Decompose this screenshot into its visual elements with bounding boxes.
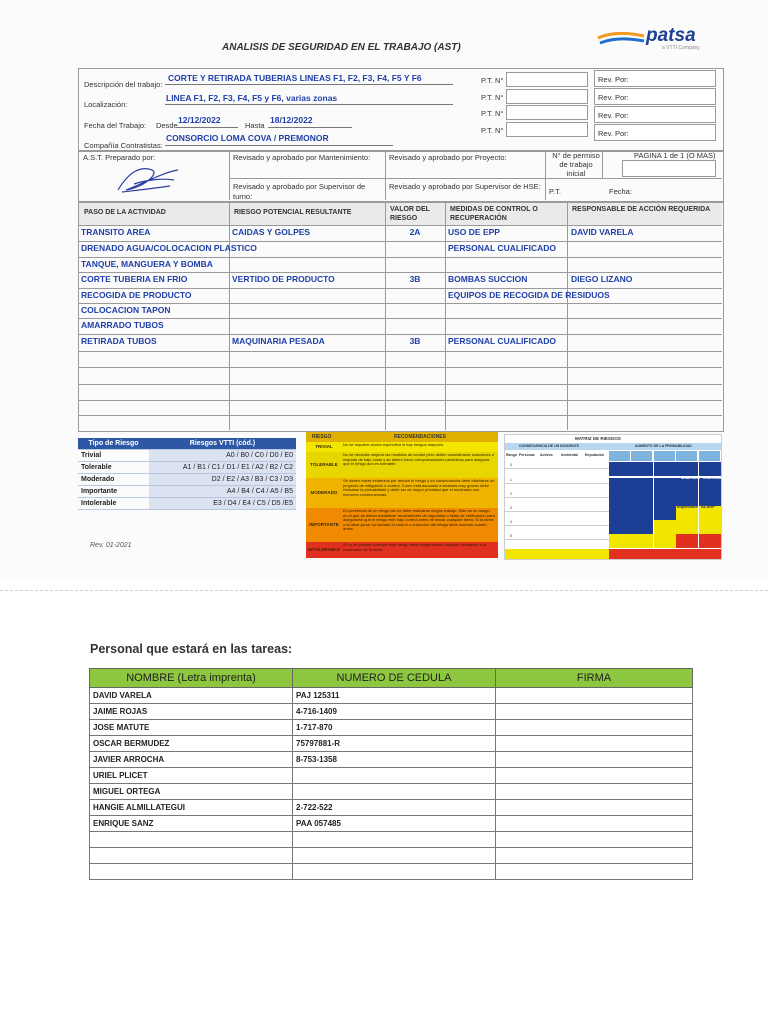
matrix-cell xyxy=(631,534,653,548)
from-date-value[interactable]: 12/12/2022 xyxy=(178,115,221,125)
id-column-header: NUMERO DE CEDULA xyxy=(293,669,496,688)
activity-cell-medida[interactable]: BOMBAS SUCCION xyxy=(448,274,528,284)
matrix-cell xyxy=(631,492,653,506)
recommendations-table xyxy=(306,432,498,558)
activity-row-line xyxy=(78,384,722,385)
personnel-name[interactable]: HANGIE ALMILLATEGUI xyxy=(90,800,293,816)
page-count-box[interactable] xyxy=(622,160,716,177)
col-header-control: MEDIDAS DE CONTROL O RECUPERACIÓN xyxy=(450,206,538,222)
personnel-row xyxy=(90,752,693,768)
personnel-name[interactable]: JOSE MATUTE xyxy=(90,720,293,736)
personnel-id[interactable] xyxy=(293,832,496,848)
risk-type-name: Moderado xyxy=(78,474,149,486)
matrix-title: MATRIZ DE RIESGOS xyxy=(575,436,621,441)
pt-label-1: P.T. N° xyxy=(481,76,504,85)
maintenance-approval-label: Revisado y aprobado por Mantenimiento: xyxy=(233,153,371,162)
activity-cell-paso[interactable]: AMARRADO TUBOS xyxy=(81,320,164,330)
matrix-cell xyxy=(699,462,721,476)
pt-box-2[interactable] xyxy=(506,89,588,104)
project-approval-label: Revisado y aprobado por Proyecto: xyxy=(389,153,507,162)
activity-col-4 xyxy=(567,202,568,430)
brand-name: patsa xyxy=(646,25,696,46)
personnel-name[interactable]: URIEL PLICET xyxy=(90,768,293,784)
signature-mark xyxy=(112,160,186,196)
matrix-rank-label: 5 xyxy=(510,534,512,538)
matrix-rank-label: 2 xyxy=(510,492,512,496)
activity-row-line xyxy=(78,257,722,258)
matrix-column-label: Personas xyxy=(519,453,535,457)
activity-cell-paso[interactable]: RETIRADA TUBOS xyxy=(81,336,157,346)
activity-cell-resp[interactable]: DIEGO LIZANO xyxy=(571,274,633,284)
document-title: ANALISIS DE SEGURIDAD EN EL TRABAJO (AST) xyxy=(222,42,461,53)
personnel-signature[interactable] xyxy=(496,832,693,848)
risk-type-codes: E3 / D4 / E4 / C5 / D5 /E5 xyxy=(149,498,296,510)
personnel-id[interactable]: 1-717-870 xyxy=(293,720,496,736)
location-label: Localización: xyxy=(84,100,128,109)
matrix-prob-header xyxy=(676,451,697,461)
approvals-divider-1 xyxy=(229,150,230,200)
rev-label-2: Rev. Por: xyxy=(598,93,629,102)
activity-row-line xyxy=(78,367,722,368)
personnel-signature[interactable] xyxy=(496,816,693,832)
personnel-signature[interactable] xyxy=(496,752,693,768)
pt-box-4[interactable] xyxy=(506,122,588,137)
matrix-prob-header xyxy=(609,451,630,461)
matrix-cell xyxy=(609,492,631,506)
activity-cell-resp[interactable]: DAVID VARELA xyxy=(571,227,634,237)
matrix-cell xyxy=(699,520,721,534)
personnel-signature[interactable] xyxy=(496,736,693,752)
personnel-id[interactable]: 75797881-R xyxy=(293,736,496,752)
shift-supervisor-label: Revisado y aprobado por Supervisor de turno: xyxy=(233,182,366,201)
personnel-row xyxy=(90,720,693,736)
col-header-value: VALOR DEL RIESGO xyxy=(390,206,430,222)
matrix-row-line xyxy=(505,468,609,469)
recommendation-text: Se deben hacer esfuerzos por reducir el riesgo y en consecuencia debe diseñarse un proyecto de mitigación o control. Como está asociado a lesiones muy graves debe revisarse la probabilidad y debe ser de mayor prioridad que el moderado con menores consecuencias. xyxy=(343,478,495,497)
matrix-cell xyxy=(676,462,698,476)
personnel-name[interactable]: JAIME ROJAS xyxy=(90,704,293,720)
matrix-row-line xyxy=(505,539,609,540)
activity-cell-riesgo[interactable]: CAIDAS Y GOLPES xyxy=(232,227,311,237)
personnel-row xyxy=(90,768,693,784)
recommendation-text: No se requiere acción específica si hay riesgos mayores. xyxy=(343,442,445,447)
matrix-cell xyxy=(654,478,676,492)
matrix-row-line xyxy=(505,497,609,498)
recommendation-row xyxy=(306,542,498,558)
activity-row-line xyxy=(78,272,722,273)
matrix-cell xyxy=(631,520,653,534)
matrix-label-intolerable: Intolerable xyxy=(703,475,724,480)
personnel-id[interactable]: 4-716-1409 xyxy=(293,704,496,720)
personnel-id[interactable]: 8-753-1358 xyxy=(293,752,496,768)
personnel-name[interactable]: MIGUEL ORTEGA xyxy=(90,784,293,800)
risk-type-name: Importante xyxy=(78,486,149,498)
pt-box-1[interactable] xyxy=(506,72,588,87)
rev-label-1: Rev. Por: xyxy=(598,75,629,84)
col-header-responsible: RESPONSABLE DE ACCIÓN REQUERIDA xyxy=(572,206,711,213)
matrix-cell xyxy=(699,478,721,492)
personnel-id[interactable]: PAJ 125311 xyxy=(293,688,496,704)
matrix-cell xyxy=(676,478,698,492)
personnel-id[interactable]: 2-722-522 xyxy=(293,800,496,816)
recommendation-level: TRIVIAL xyxy=(315,444,333,449)
personnel-table xyxy=(89,668,693,880)
personnel-name[interactable] xyxy=(90,864,293,880)
pt-label-4: P.T. N° xyxy=(481,126,504,135)
prepared-by-label: A.S.T. Preparado por: xyxy=(83,153,156,162)
recommendation-row xyxy=(306,478,498,508)
matrix-column-label: Rango xyxy=(506,453,517,457)
activity-row-line xyxy=(78,400,722,401)
contractor-label: Compañía Contratistas: xyxy=(84,141,163,150)
personnel-row xyxy=(90,816,693,832)
personnel-id[interactable] xyxy=(293,864,496,880)
personnel-row xyxy=(90,800,693,816)
matrix-rank-label: 0 xyxy=(510,463,512,467)
activity-col-1 xyxy=(229,202,230,430)
activity-cell-medida[interactable]: PERSONAL CUALIFICADO xyxy=(448,336,556,346)
job-description-value[interactable]: CORTE Y RETIRADA TUBERIAS LINEAS F1, F2, F3, F4, F5 Y F6 xyxy=(168,73,422,83)
matrix-rank-label: 1 xyxy=(510,478,512,482)
matrix-cell xyxy=(654,520,676,534)
name-column-header: NOMBRE (Letra imprenta) xyxy=(90,669,293,688)
matrix-consequence-label: CONSECUENCIA DE UN INCIDENTE xyxy=(519,444,579,448)
rev-label-3: Rev. Por: xyxy=(598,111,629,120)
recommendations-text-header: RECOMENDACIONES xyxy=(394,434,446,440)
matrix-bottom-bar-1 xyxy=(505,549,609,559)
risk-type-codes: A4 / B4 / C4 / A5 / B5 xyxy=(149,486,296,498)
activity-row-line xyxy=(78,241,722,242)
personnel-row xyxy=(90,784,693,800)
rev-label-4: Rev. Por: xyxy=(598,129,629,138)
matrix-column-label: Ambiental xyxy=(561,453,578,457)
matrix-cell xyxy=(609,534,631,548)
risk-type-name: Trivial xyxy=(78,450,149,462)
contractor-value[interactable]: CONSORCIO LOMA COVA / PREMONOR xyxy=(166,133,329,143)
brand-tagline: a VTTI Company xyxy=(662,45,700,51)
matrix-label-alarp: ALARP xyxy=(701,504,715,509)
matrix-cell xyxy=(609,462,631,476)
personnel-row xyxy=(90,832,693,848)
pt-label-2: P.T. N° xyxy=(481,93,504,102)
personnel-signature[interactable] xyxy=(496,688,693,704)
matrix-row-line xyxy=(505,511,609,512)
activity-cell-paso[interactable]: TRANSITO AREA xyxy=(81,227,151,237)
risk-type-table xyxy=(78,438,296,510)
personnel-name[interactable]: OSCAR BERMUDEZ xyxy=(90,736,293,752)
matrix-rank-label: 3 xyxy=(510,506,512,510)
location-line xyxy=(165,104,453,105)
matrix-label-moderado: Moderado xyxy=(681,475,701,480)
pt-box-3[interactable] xyxy=(506,105,588,120)
matrix-cell xyxy=(609,506,631,520)
personnel-row xyxy=(90,864,693,880)
approvals-divider-2 xyxy=(385,150,386,200)
activity-cell-paso[interactable]: TANQUE, MANGUERA Y BOMBA xyxy=(81,259,213,269)
approvals-midline xyxy=(229,178,722,179)
recommendations-risk-header: RIESGO xyxy=(312,434,332,440)
recommendation-level: IMPORTANTE xyxy=(309,522,339,527)
risk-type-codes: A1 / B1 / C1 / D1 / E1 / A2 / B2 / C2 xyxy=(149,462,296,474)
matrix-prob-header xyxy=(699,451,720,461)
risk-type-name: Intolerable xyxy=(78,498,149,510)
personnel-signature[interactable] xyxy=(496,800,693,816)
recommendation-row xyxy=(306,452,498,478)
col-header-step: PASO DE LA ACTIVIDAD xyxy=(84,209,166,216)
matrix-rank-label: 4 xyxy=(510,520,512,524)
activity-cell-paso[interactable]: CORTE TUBERIA EN FRIO xyxy=(81,274,188,284)
personnel-row xyxy=(90,736,693,752)
risk-type-codes: D2 / E2 / A3 / B3 / C3 / D3 xyxy=(149,474,296,486)
col-header-risk: RIESGO POTENCIAL RESULTANTE xyxy=(234,209,352,216)
matrix-prob-header xyxy=(654,451,675,461)
personnel-title: Personal que estará en las tareas: xyxy=(90,642,293,656)
location-value[interactable]: LINEA F1, F2, F3, F4, F5 y F6, varias zonas xyxy=(166,93,338,103)
pt-label-3: P.T. N° xyxy=(481,109,504,118)
to-label: Hasta xyxy=(245,121,265,130)
date-label: Fecha: xyxy=(609,187,632,196)
activity-cell-valor[interactable]: 2A xyxy=(409,227,421,237)
recommendation-level: TOLERABLE xyxy=(310,462,338,467)
personnel-id[interactable] xyxy=(293,768,496,784)
matrix-row-line xyxy=(505,525,609,526)
personnel-signature[interactable] xyxy=(496,768,693,784)
signature-column-header: FIRMA xyxy=(496,669,693,688)
approvals-divider-3 xyxy=(545,150,546,200)
personnel-name[interactable] xyxy=(90,832,293,848)
activity-cell-medida[interactable]: USO DE EPP xyxy=(448,227,500,237)
matrix-column-label: Activos xyxy=(540,453,553,457)
job-description-label: Descripción del trabajo: xyxy=(84,80,163,89)
risk-type-codes: A0 / B0 / C0 / D0 / E0 xyxy=(149,450,296,462)
personnel-id[interactable]: PAA 057485 xyxy=(293,816,496,832)
revision-label: Rev. 01-2021 xyxy=(90,542,132,549)
personnel-row xyxy=(90,688,693,704)
matrix-prob-header xyxy=(631,451,652,461)
pt-label-5: P.T. xyxy=(549,187,561,196)
initial-permit-label: N° de permiso de trabajo inicial xyxy=(552,151,600,178)
activity-col-3 xyxy=(445,202,446,430)
activity-cell-riesgo[interactable]: MAQUINARIA PESADA xyxy=(232,336,325,346)
page-separator xyxy=(0,590,768,591)
matrix-bottom-bar-2 xyxy=(609,549,721,559)
recommendation-level: MODERADO xyxy=(310,490,338,495)
activity-row-line xyxy=(78,351,722,352)
matrix-cell xyxy=(609,520,631,534)
matrix-column-label: Reputación xyxy=(585,453,605,457)
matrix-cell xyxy=(654,506,676,520)
matrix-cell xyxy=(609,478,631,492)
matrix-cell xyxy=(654,492,676,506)
risk-type-header: Tipo de Riesgo xyxy=(78,438,149,450)
risk-type-name: Tolerable xyxy=(78,462,149,474)
personnel-signature[interactable] xyxy=(496,784,693,800)
contractor-line xyxy=(165,145,393,146)
activity-cell-medida[interactable]: EQUIPOS DE RECOGIDA DE RESIDUOS xyxy=(448,290,610,300)
activity-row-line xyxy=(78,303,722,304)
matrix-cell xyxy=(699,534,721,548)
activity-cell-valor[interactable]: 3B xyxy=(409,336,421,346)
activity-header-line xyxy=(78,225,722,226)
personnel-id[interactable] xyxy=(293,848,496,864)
matrix-cell xyxy=(654,462,676,476)
personnel-signature[interactable] xyxy=(496,864,693,880)
matrix-cell xyxy=(654,534,676,548)
activity-cell-paso[interactable]: DRENADO AGUA/COLOCACION PLASTICO xyxy=(81,243,257,253)
personnel-name[interactable]: JAVIER ARROCHA xyxy=(90,752,293,768)
from-label: Desde xyxy=(156,121,178,130)
approvals-divider-4 xyxy=(602,150,603,178)
activity-row-line xyxy=(78,415,722,416)
recommendation-text: En presencia de un riesgo así no debe realizarse ningún trabajo. Este es un riesgo en el que se deben establecer moderadores de seguridad o listas de verificación para asegurarse que el riesgo esté bajo control antes de iniciar cualquier tarea. Si la tarea o la labor ya se ha iniciado el control o reducción del riesgo debe hacerse cuanto antes. xyxy=(343,508,495,532)
activity-cell-paso[interactable]: COLOCACION TAPON xyxy=(81,305,171,315)
activity-cell-paso[interactable]: RECOGIDA DE PRODUCTO xyxy=(81,290,192,300)
personnel-id[interactable] xyxy=(293,784,496,800)
activity-row-line xyxy=(78,334,722,335)
personnel-signature[interactable] xyxy=(496,848,693,864)
activity-cell-medida[interactable]: PERSONAL CUALIFICADO xyxy=(448,243,556,253)
to-date-value[interactable]: 18/12/2022 xyxy=(270,115,313,125)
activity-cell-riesgo[interactable]: VERTIDO DE PRODUCTO xyxy=(232,274,335,284)
recommendations-header xyxy=(306,432,498,442)
recommendation-row xyxy=(306,442,498,452)
recommendation-row xyxy=(306,508,498,542)
matrix-row-line xyxy=(505,483,609,484)
matrix-label-importante: Importante xyxy=(677,504,698,509)
activity-cell-valor[interactable]: 3B xyxy=(409,274,421,284)
personnel-signature[interactable] xyxy=(496,720,693,736)
activity-row-line xyxy=(78,318,722,319)
matrix-cell xyxy=(631,478,653,492)
matrix-cell xyxy=(676,534,698,548)
risk-matrix xyxy=(504,434,722,560)
hse-approval-label: Revisado y aprobado por Supervisor de HSE: xyxy=(389,182,541,191)
recommendation-text: Si no es posible controlar este riesgo debe suspenderse cualquier operación o la realización de la tarea. xyxy=(343,542,487,552)
recommendation-text: No se necesita mejorar las medidas de control pero deben considerarse soluciones o mejoras de bajo coste y se deben hacer comprobaciones periódicas para asegurar que el riesgo aún es tolerable. xyxy=(343,452,494,467)
matrix-cell xyxy=(631,506,653,520)
matrix-cell xyxy=(676,520,698,534)
from-date-line xyxy=(176,127,238,128)
personnel-name[interactable]: DAVID VARELA xyxy=(90,688,293,704)
personnel-name[interactable]: ENRIQUE SANZ xyxy=(90,816,293,832)
to-date-line xyxy=(268,127,352,128)
recommendation-level: INTOLERABLE xyxy=(308,547,340,552)
personnel-signature[interactable] xyxy=(496,704,693,720)
matrix-probability-label: AUMENTO DE LA PROBABILIDAD xyxy=(635,444,692,448)
personnel-row xyxy=(90,704,693,720)
risk-codes-header: Riesgos VTTI (cód.) xyxy=(149,438,296,450)
matrix-cell xyxy=(631,462,653,476)
activity-row-line xyxy=(78,288,722,289)
page-count-label: PAGINA 1 de 1 (O MAS) xyxy=(634,151,716,160)
personnel-row xyxy=(90,848,693,864)
job-date-label: Fecha del Trabajo: xyxy=(84,121,147,130)
personnel-name[interactable] xyxy=(90,848,293,864)
job-description-line xyxy=(165,84,453,85)
